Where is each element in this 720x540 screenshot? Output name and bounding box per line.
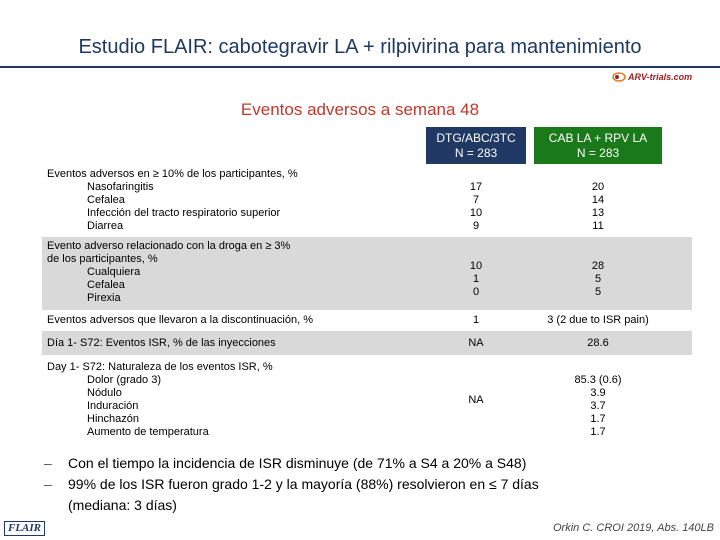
cell-value: 3.7 bbox=[590, 400, 606, 412]
cell-value: 9 bbox=[472, 220, 480, 232]
arv-trials-logo bbox=[612, 72, 692, 82]
row-label-ae-10pct bbox=[47, 168, 298, 233]
column-header-cab bbox=[534, 127, 662, 164]
row-heading: de los participantes, % bbox=[47, 253, 158, 265]
row-2-dtg-values bbox=[426, 260, 526, 299]
column-header-cab-n: N = 283 bbox=[576, 145, 620, 160]
bullet-item bbox=[44, 453, 704, 474]
cell-value: 28 bbox=[591, 260, 605, 272]
row-3-dtg-value: 1 bbox=[472, 314, 480, 326]
adverse-events-table bbox=[42, 127, 692, 439]
bullet-text-line1: 99% de los ISR fueron grado 1-2 y la mayoría (88%) resolvieron en ≤ 7 días bbox=[68, 476, 539, 492]
row-label-discontinuation: Eventos adversos que llevaron a la discontinuación, % bbox=[47, 314, 313, 326]
bullet-dash: – bbox=[44, 476, 52, 492]
cell-value: 7 bbox=[472, 194, 480, 206]
row-4-dtg-value: NA bbox=[468, 337, 484, 349]
row-2-cab-values bbox=[534, 260, 662, 299]
row-subitem: Induración bbox=[87, 400, 139, 412]
logo-text: ARV-trials.com bbox=[628, 72, 693, 82]
cell-value: 14 bbox=[591, 194, 605, 206]
key-findings bbox=[44, 453, 704, 516]
column-header-dtg-name: DTG/ABC/3TC bbox=[436, 130, 516, 145]
row-subitem: Aumento de temperatura bbox=[87, 426, 209, 438]
bullet-text bbox=[68, 474, 539, 516]
bullet-text: Con el tiempo la incidencia de ISR disminuye (de 71% a S4 a 20% a S48) bbox=[68, 455, 527, 471]
row-1-dtg-values bbox=[426, 181, 526, 233]
row-subitem: Cefalea bbox=[87, 279, 125, 291]
cell-value: 1.7 bbox=[590, 426, 606, 438]
row-4-cab-value: 28.6 bbox=[587, 337, 609, 349]
row-subitem: Nasofaringitis bbox=[87, 181, 154, 193]
cell-value: 17 bbox=[469, 181, 483, 193]
cell-value: 1 bbox=[472, 273, 480, 285]
row-subitem: Cefalea bbox=[87, 194, 125, 206]
row-subitem: Dolor (grado 3) bbox=[87, 374, 161, 386]
row-5-cab-values bbox=[534, 374, 662, 439]
cell-value: 1.7 bbox=[590, 413, 606, 425]
column-header-dtg bbox=[426, 127, 526, 164]
row-subitem: Nódulo bbox=[87, 387, 122, 399]
table-title: Eventos adversos a semana 48 bbox=[240, 100, 480, 119]
cell-value: 11 bbox=[592, 220, 604, 232]
row-heading: Day 1- S72: Naturaleza de los eventos ISR, % bbox=[47, 361, 273, 373]
flair-logo: FLAIR bbox=[4, 521, 45, 536]
row-label-isr-events: Día 1- S72: Eventos ISR, % de las inyecciones bbox=[47, 337, 276, 349]
cell-value: 3.9 bbox=[590, 387, 606, 399]
cell-value: 10 bbox=[469, 260, 483, 272]
row-label-isr-nature bbox=[47, 361, 273, 439]
logo-swirl-icon bbox=[612, 72, 626, 82]
title-divider bbox=[0, 66, 720, 68]
citation: Orkin C. CROI 2019, Abs. 140LB bbox=[553, 522, 714, 534]
cell-value: 0 bbox=[472, 286, 480, 298]
bullet-item bbox=[44, 474, 704, 516]
cell-value: 85.3 (0.6) bbox=[574, 374, 622, 386]
row-heading: Eventos adversos en ≥ 10% de los participantes, % bbox=[47, 168, 298, 180]
slide-title: Estudio FLAIR: cabotegravir LA + rilpivirina para mantenimiento bbox=[78, 36, 642, 58]
cell-value: 5 bbox=[594, 286, 602, 298]
cell-value: 5 bbox=[594, 273, 602, 285]
cell-value: 10 bbox=[469, 207, 483, 219]
bullet-dash: – bbox=[44, 455, 52, 471]
cell-value: 13 bbox=[591, 207, 605, 219]
column-header-dtg-n: N = 283 bbox=[454, 145, 498, 160]
row-heading: Evento adverso relacionado con la droga en ≥ 3% bbox=[47, 240, 291, 252]
row-subitem: Infección del tracto respiratorio superior bbox=[87, 207, 281, 219]
column-header-cab-name: CAB LA + RPV LA bbox=[548, 130, 648, 145]
row-subitem: Hinchazón bbox=[87, 413, 139, 425]
row-1-cab-values bbox=[534, 181, 662, 233]
row-subitem: Cualquiera bbox=[87, 266, 141, 278]
row-3-cab-value: 3 (2 due to ISR pain) bbox=[547, 314, 649, 326]
row-label-drug-related bbox=[47, 240, 290, 305]
cell-value: 20 bbox=[591, 181, 605, 193]
row-subitem: Pirexia bbox=[87, 292, 121, 304]
row-5-dtg-value: NA bbox=[468, 394, 484, 406]
row-subitem: Diarrea bbox=[87, 220, 124, 232]
bullet-text-line2: (mediana: 3 días) bbox=[68, 497, 177, 513]
